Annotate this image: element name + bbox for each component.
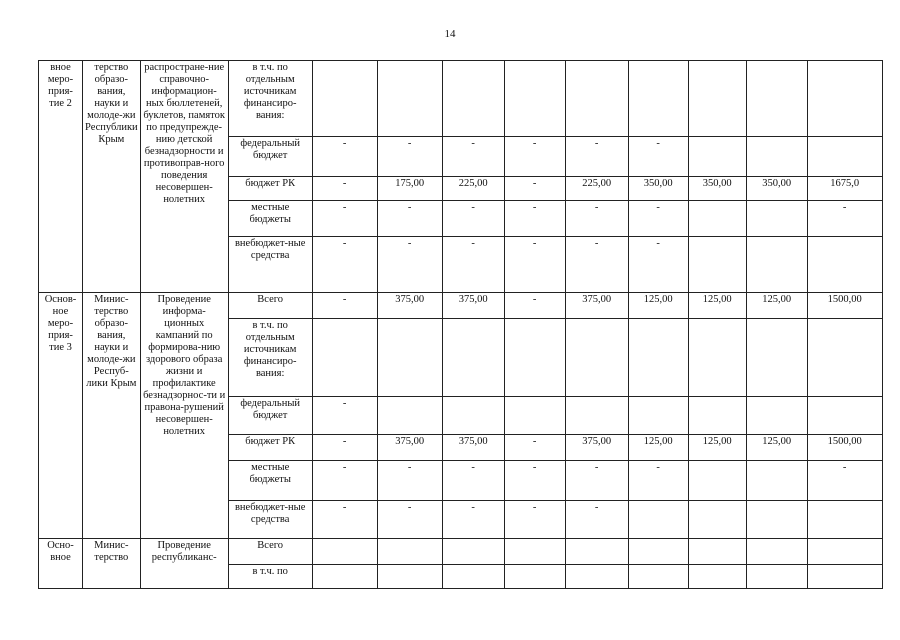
amount-cell — [377, 61, 442, 137]
amount-cell — [688, 319, 746, 397]
amount-cell: 125,00 — [628, 293, 688, 319]
amount-cell — [565, 397, 628, 435]
amount-cell: - — [442, 501, 504, 539]
amount-cell — [628, 319, 688, 397]
amount-cell — [442, 397, 504, 435]
amount-cell: 375,00 — [442, 435, 504, 461]
amount-cell: - — [565, 237, 628, 293]
amount-cell: 350,00 — [746, 177, 807, 201]
amount-cell — [688, 237, 746, 293]
amount-cell: - — [442, 461, 504, 501]
amount-cell — [746, 61, 807, 137]
amount-cell — [746, 137, 807, 177]
funding-source-cell: внебюджет-ные средства — [228, 501, 312, 539]
amount-cell: 225,00 — [565, 177, 628, 201]
amount-cell: - — [377, 461, 442, 501]
amount-cell: 375,00 — [377, 435, 442, 461]
amount-cell — [442, 319, 504, 397]
amount-cell — [746, 237, 807, 293]
funding-source-cell: федеральный бюджет — [228, 397, 312, 435]
amount-cell — [628, 397, 688, 435]
amount-cell — [504, 565, 565, 589]
budget-table — [38, 60, 883, 589]
amount-cell: - — [628, 461, 688, 501]
amount-cell: 125,00 — [746, 293, 807, 319]
amount-cell — [377, 397, 442, 435]
amount-cell: - — [565, 201, 628, 237]
funding-source-cell: внебюджет-ные средства — [228, 237, 312, 293]
amount-cell: 175,00 — [377, 177, 442, 201]
amount-cell: - — [504, 461, 565, 501]
amount-cell: - — [312, 397, 377, 435]
amount-cell — [688, 501, 746, 539]
amount-cell — [807, 397, 882, 435]
amount-cell: - — [628, 237, 688, 293]
amount-cell: 1675,0 — [807, 177, 882, 201]
amount-cell: - — [377, 501, 442, 539]
amount-cell: 375,00 — [377, 293, 442, 319]
executor-cell: Минис-терство — [83, 539, 141, 589]
amount-cell: 350,00 — [628, 177, 688, 201]
amount-cell: - — [312, 293, 377, 319]
executor-cell: терство образо-вания, науки и молоде-жи Республики Крым — [83, 61, 141, 293]
amount-cell — [688, 201, 746, 237]
amount-cell — [442, 565, 504, 589]
executor-cell: Минис-терство образо-вания, науки и молоде-жи Респуб-лики Крым — [83, 293, 141, 539]
amount-cell: - — [312, 237, 377, 293]
table-row — [39, 61, 883, 137]
amount-cell: 375,00 — [442, 293, 504, 319]
amount-cell — [312, 319, 377, 397]
amount-cell — [807, 61, 882, 137]
amount-cell: - — [442, 137, 504, 177]
amount-cell: - — [628, 201, 688, 237]
amount-cell: - — [565, 137, 628, 177]
funding-source-cell: местные бюджеты — [228, 201, 312, 237]
amount-cell — [628, 539, 688, 565]
table-row — [39, 293, 883, 319]
amount-cell: - — [504, 501, 565, 539]
amount-cell — [688, 461, 746, 501]
amount-cell — [807, 565, 882, 589]
amount-cell — [628, 61, 688, 137]
funding-source-cell: в т.ч. по отдельным источникам финансиро-вания: — [228, 319, 312, 397]
amount-cell — [807, 319, 882, 397]
amount-cell — [312, 61, 377, 137]
amount-cell: 125,00 — [628, 435, 688, 461]
amount-cell — [565, 61, 628, 137]
amount-cell — [807, 539, 882, 565]
page-number: 14 — [444, 28, 456, 40]
amount-cell: - — [312, 137, 377, 177]
amount-cell: 1500,00 — [807, 293, 882, 319]
amount-cell: - — [442, 237, 504, 293]
funding-source-cell: Всего — [228, 539, 312, 565]
amount-cell — [807, 501, 882, 539]
amount-cell: - — [565, 461, 628, 501]
amount-cell: 1500,00 — [807, 435, 882, 461]
amount-cell: 375,00 — [565, 293, 628, 319]
amount-cell — [688, 61, 746, 137]
amount-cell — [377, 319, 442, 397]
amount-cell — [565, 539, 628, 565]
amount-cell — [628, 501, 688, 539]
amount-cell: - — [312, 201, 377, 237]
amount-cell: - — [504, 201, 565, 237]
amount-cell — [746, 565, 807, 589]
amount-cell: - — [504, 137, 565, 177]
funding-source-cell: местные бюджеты — [228, 461, 312, 501]
amount-cell — [807, 137, 882, 177]
funding-source-cell: в т.ч. по — [228, 565, 312, 589]
amount-cell: 375,00 — [565, 435, 628, 461]
amount-cell — [746, 319, 807, 397]
amount-cell: - — [628, 137, 688, 177]
funding-source-cell: бюджет РК — [228, 177, 312, 201]
amount-cell — [504, 319, 565, 397]
amount-cell — [504, 397, 565, 435]
funding-source-cell: бюджет РК — [228, 435, 312, 461]
amount-cell: 125,00 — [688, 435, 746, 461]
amount-cell — [442, 61, 504, 137]
amount-cell — [688, 397, 746, 435]
funding-source-cell: в т.ч. по отдельным источникам финансиро-вания: — [228, 61, 312, 137]
amount-cell: 225,00 — [442, 177, 504, 201]
amount-cell — [746, 397, 807, 435]
amount-cell — [565, 565, 628, 589]
amount-cell — [688, 539, 746, 565]
description-cell: распростране-ние справочно-информацион-ных бюллетеней, буклетов, памяток по предупрежде-нию детской безнадзорности и противоправ-ного поведения несовершен-нолетних — [140, 61, 228, 293]
table-row — [39, 539, 883, 565]
amount-cell: - — [442, 201, 504, 237]
amount-cell: - — [377, 137, 442, 177]
amount-cell — [504, 61, 565, 137]
funding-source-cell: федеральный бюджет — [228, 137, 312, 177]
amount-cell — [746, 539, 807, 565]
amount-cell — [312, 565, 377, 589]
amount-cell: - — [504, 237, 565, 293]
activity-name-cell: Основ-ное меро-прия-тие 3 — [39, 293, 83, 539]
amount-cell: - — [504, 293, 565, 319]
amount-cell: - — [312, 461, 377, 501]
amount-cell: 125,00 — [688, 293, 746, 319]
amount-cell — [746, 501, 807, 539]
amount-cell — [377, 565, 442, 589]
funding-source-cell: Всего — [228, 293, 312, 319]
activity-name-cell: вное меро-прия-тие 2 — [39, 61, 83, 293]
amount-cell: - — [312, 177, 377, 201]
amount-cell — [746, 201, 807, 237]
amount-cell: 125,00 — [746, 435, 807, 461]
description-cell: Проведение информа-ционных кампаний по формирова-нию здорового образа жизни и профилактике безнадзорнос-ти и правона-рушений несовершен-нолетних — [140, 293, 228, 539]
amount-cell: - — [807, 461, 882, 501]
amount-cell — [628, 565, 688, 589]
amount-cell — [746, 461, 807, 501]
amount-cell: - — [565, 501, 628, 539]
amount-cell: - — [312, 501, 377, 539]
amount-cell: - — [807, 201, 882, 237]
amount-cell: - — [377, 201, 442, 237]
activity-name-cell: Осно-вное — [39, 539, 83, 589]
amount-cell — [312, 539, 377, 565]
amount-cell — [688, 137, 746, 177]
amount-cell: - — [504, 435, 565, 461]
amount-cell — [688, 565, 746, 589]
amount-cell — [504, 539, 565, 565]
amount-cell — [565, 319, 628, 397]
amount-cell — [807, 237, 882, 293]
amount-cell: - — [504, 177, 565, 201]
description-cell: Проведение республиканс- — [140, 539, 228, 589]
amount-cell: - — [377, 237, 442, 293]
amount-cell — [377, 539, 442, 565]
amount-cell — [442, 539, 504, 565]
amount-cell: - — [312, 435, 377, 461]
amount-cell: 350,00 — [688, 177, 746, 201]
